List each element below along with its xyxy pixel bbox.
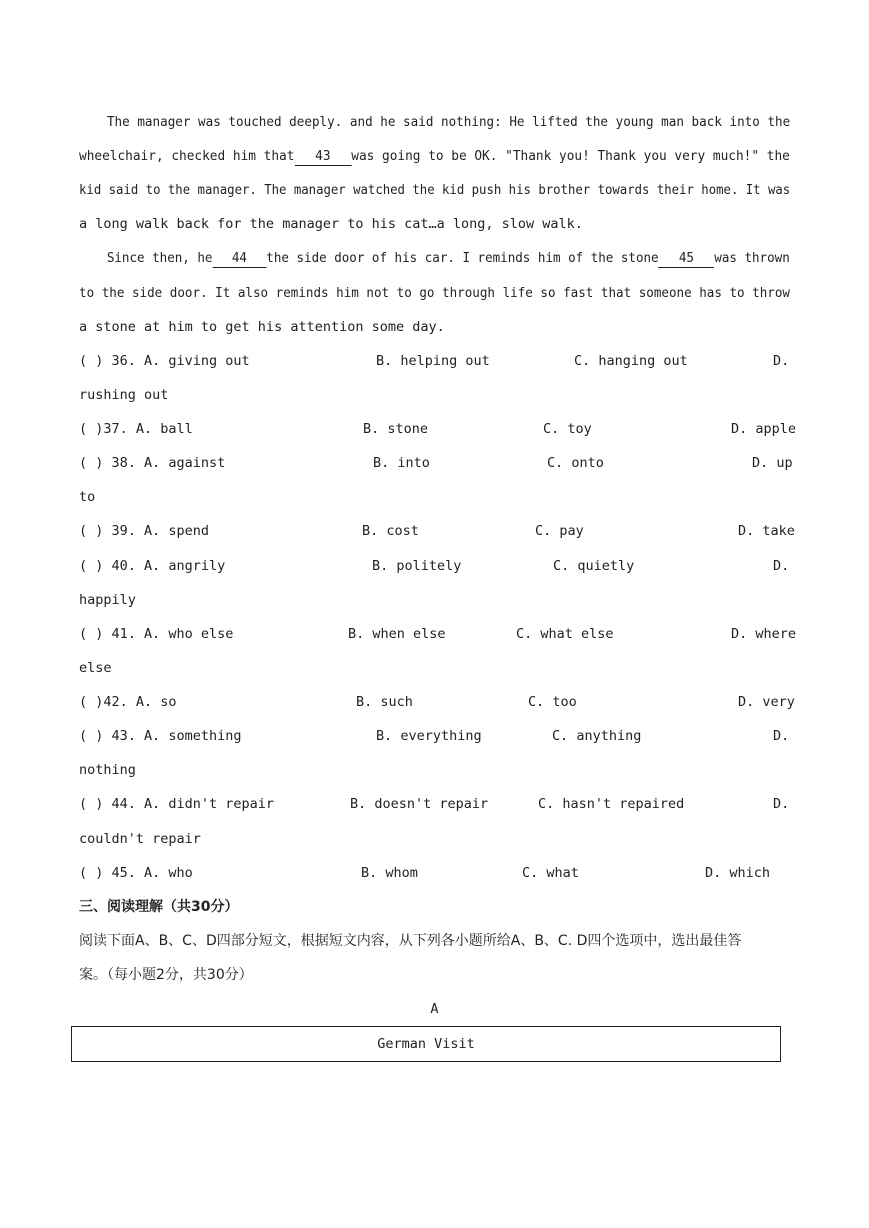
passage-text: the side door of his car. I reminds him of the stone	[266, 250, 659, 266]
passage-line	[79, 214, 790, 234]
option-wrap: to	[79, 489, 96, 505]
option-d: D.	[773, 796, 790, 812]
option-c: C. pay	[535, 523, 584, 539]
question-41	[79, 624, 797, 644]
question-stem: ( ) 41. A. who else	[79, 626, 234, 642]
option-c: C. anything	[552, 728, 642, 744]
option-d: D. up	[752, 455, 793, 471]
option-d: D. apple	[731, 421, 797, 437]
option-b: B. doesn't repair	[350, 796, 489, 812]
option-wrap: else	[79, 660, 112, 676]
passage-text: was thrown	[714, 250, 790, 266]
passage-text: Since then, he	[106, 250, 213, 266]
question-stem: ( )42. A. so	[79, 694, 177, 710]
passage-text: wheelchair, checked him that	[79, 148, 295, 164]
question-stem: ( ) 40. A. angrily	[79, 558, 226, 574]
option-c: C. too	[528, 694, 577, 710]
passage-text: The manager was touched deeply. and he said nothing: He lifted the young man back into the	[106, 114, 791, 130]
option-wrap: nothing	[79, 762, 136, 778]
question-45	[79, 863, 790, 883]
option-c: C. what else	[516, 626, 614, 642]
question-38	[79, 453, 793, 473]
question-stem: ( ) 36. A. giving out	[79, 353, 250, 369]
option-wrap: couldn't repair	[79, 831, 201, 847]
question-stem: ( ) 38. A. against	[79, 455, 226, 471]
question-39	[79, 521, 795, 541]
passage-text: kid said to the manager. The manager watched the kid push his brother towards their home. It was	[79, 182, 791, 198]
answer-blank-45: 45	[659, 249, 715, 268]
option-b: B. stone	[363, 421, 429, 437]
passage-text: a long walk back for the manager to his cat…a long, slow walk.	[79, 216, 583, 232]
option-d: D.	[773, 728, 790, 744]
option-c: C. what	[522, 865, 579, 881]
question-43	[79, 726, 790, 746]
passage-text: to the side door. It also reminds him not to go through life so fast that someone has to throw	[79, 285, 790, 301]
passage-title: German Visit	[377, 1036, 475, 1052]
passage-line	[79, 317, 790, 337]
option-d: D.	[773, 558, 790, 574]
passage-text: a stone at him to get his attention some day.	[79, 319, 445, 335]
option-d: D. where	[731, 626, 797, 642]
passage-line	[79, 112, 791, 132]
question-stem: ( )37. A. ball	[79, 421, 193, 437]
question-40	[79, 556, 790, 576]
part-label: A	[430, 1001, 439, 1017]
option-b: B. into	[373, 455, 430, 471]
option-d: D. which	[705, 865, 771, 881]
passage-line	[79, 283, 790, 303]
option-b: B. such	[356, 694, 413, 710]
passage-line	[79, 248, 790, 268]
option-c: C. hasn't repaired	[538, 796, 685, 812]
question-36	[79, 351, 790, 371]
option-b: B. politely	[372, 558, 462, 574]
option-d: D. very	[738, 694, 795, 710]
option-b: B. whom	[361, 865, 418, 881]
question-stem: ( ) 44. A. didn't repair	[79, 796, 275, 812]
question-stem: ( ) 39. A. spend	[79, 523, 210, 539]
option-wrap: rushing out	[79, 387, 169, 403]
passage-line	[79, 180, 791, 200]
option-c: C. quietly	[553, 558, 635, 574]
passage-line	[79, 146, 790, 166]
option-b: B. helping out	[376, 353, 490, 369]
option-b: B. when else	[348, 626, 446, 642]
instruction-line: 案。（每小题2分，共30分）	[79, 967, 253, 983]
question-stem: ( ) 43. A. something	[79, 728, 242, 744]
section-heading: 三、阅读理解（共30分）	[79, 899, 239, 915]
question-42	[79, 692, 795, 712]
passage-title-box	[71, 1026, 781, 1062]
answer-blank-43: 43	[294, 147, 351, 166]
answer-blank-44: 44	[212, 249, 266, 268]
question-37	[79, 419, 797, 439]
question-44	[79, 794, 790, 814]
option-c: C. toy	[543, 421, 592, 437]
option-wrap: happily	[79, 592, 136, 608]
option-b: B. everything	[376, 728, 482, 744]
passage-text: was going to be OK. "Thank you! Thank you very much!" the	[351, 148, 790, 164]
option-d: D.	[773, 353, 790, 369]
option-d: D. take	[738, 523, 795, 539]
question-stem: ( ) 45. A. who	[79, 865, 193, 881]
option-b: B. cost	[362, 523, 419, 539]
instruction-line: 阅读下面A、B、C、D四部分短文，根据短文内容，从下列各小题所给A、B、C. D四个选项中，选出最佳答	[79, 933, 742, 949]
option-c: C. onto	[547, 455, 604, 471]
option-c: C. hanging out	[574, 353, 688, 369]
